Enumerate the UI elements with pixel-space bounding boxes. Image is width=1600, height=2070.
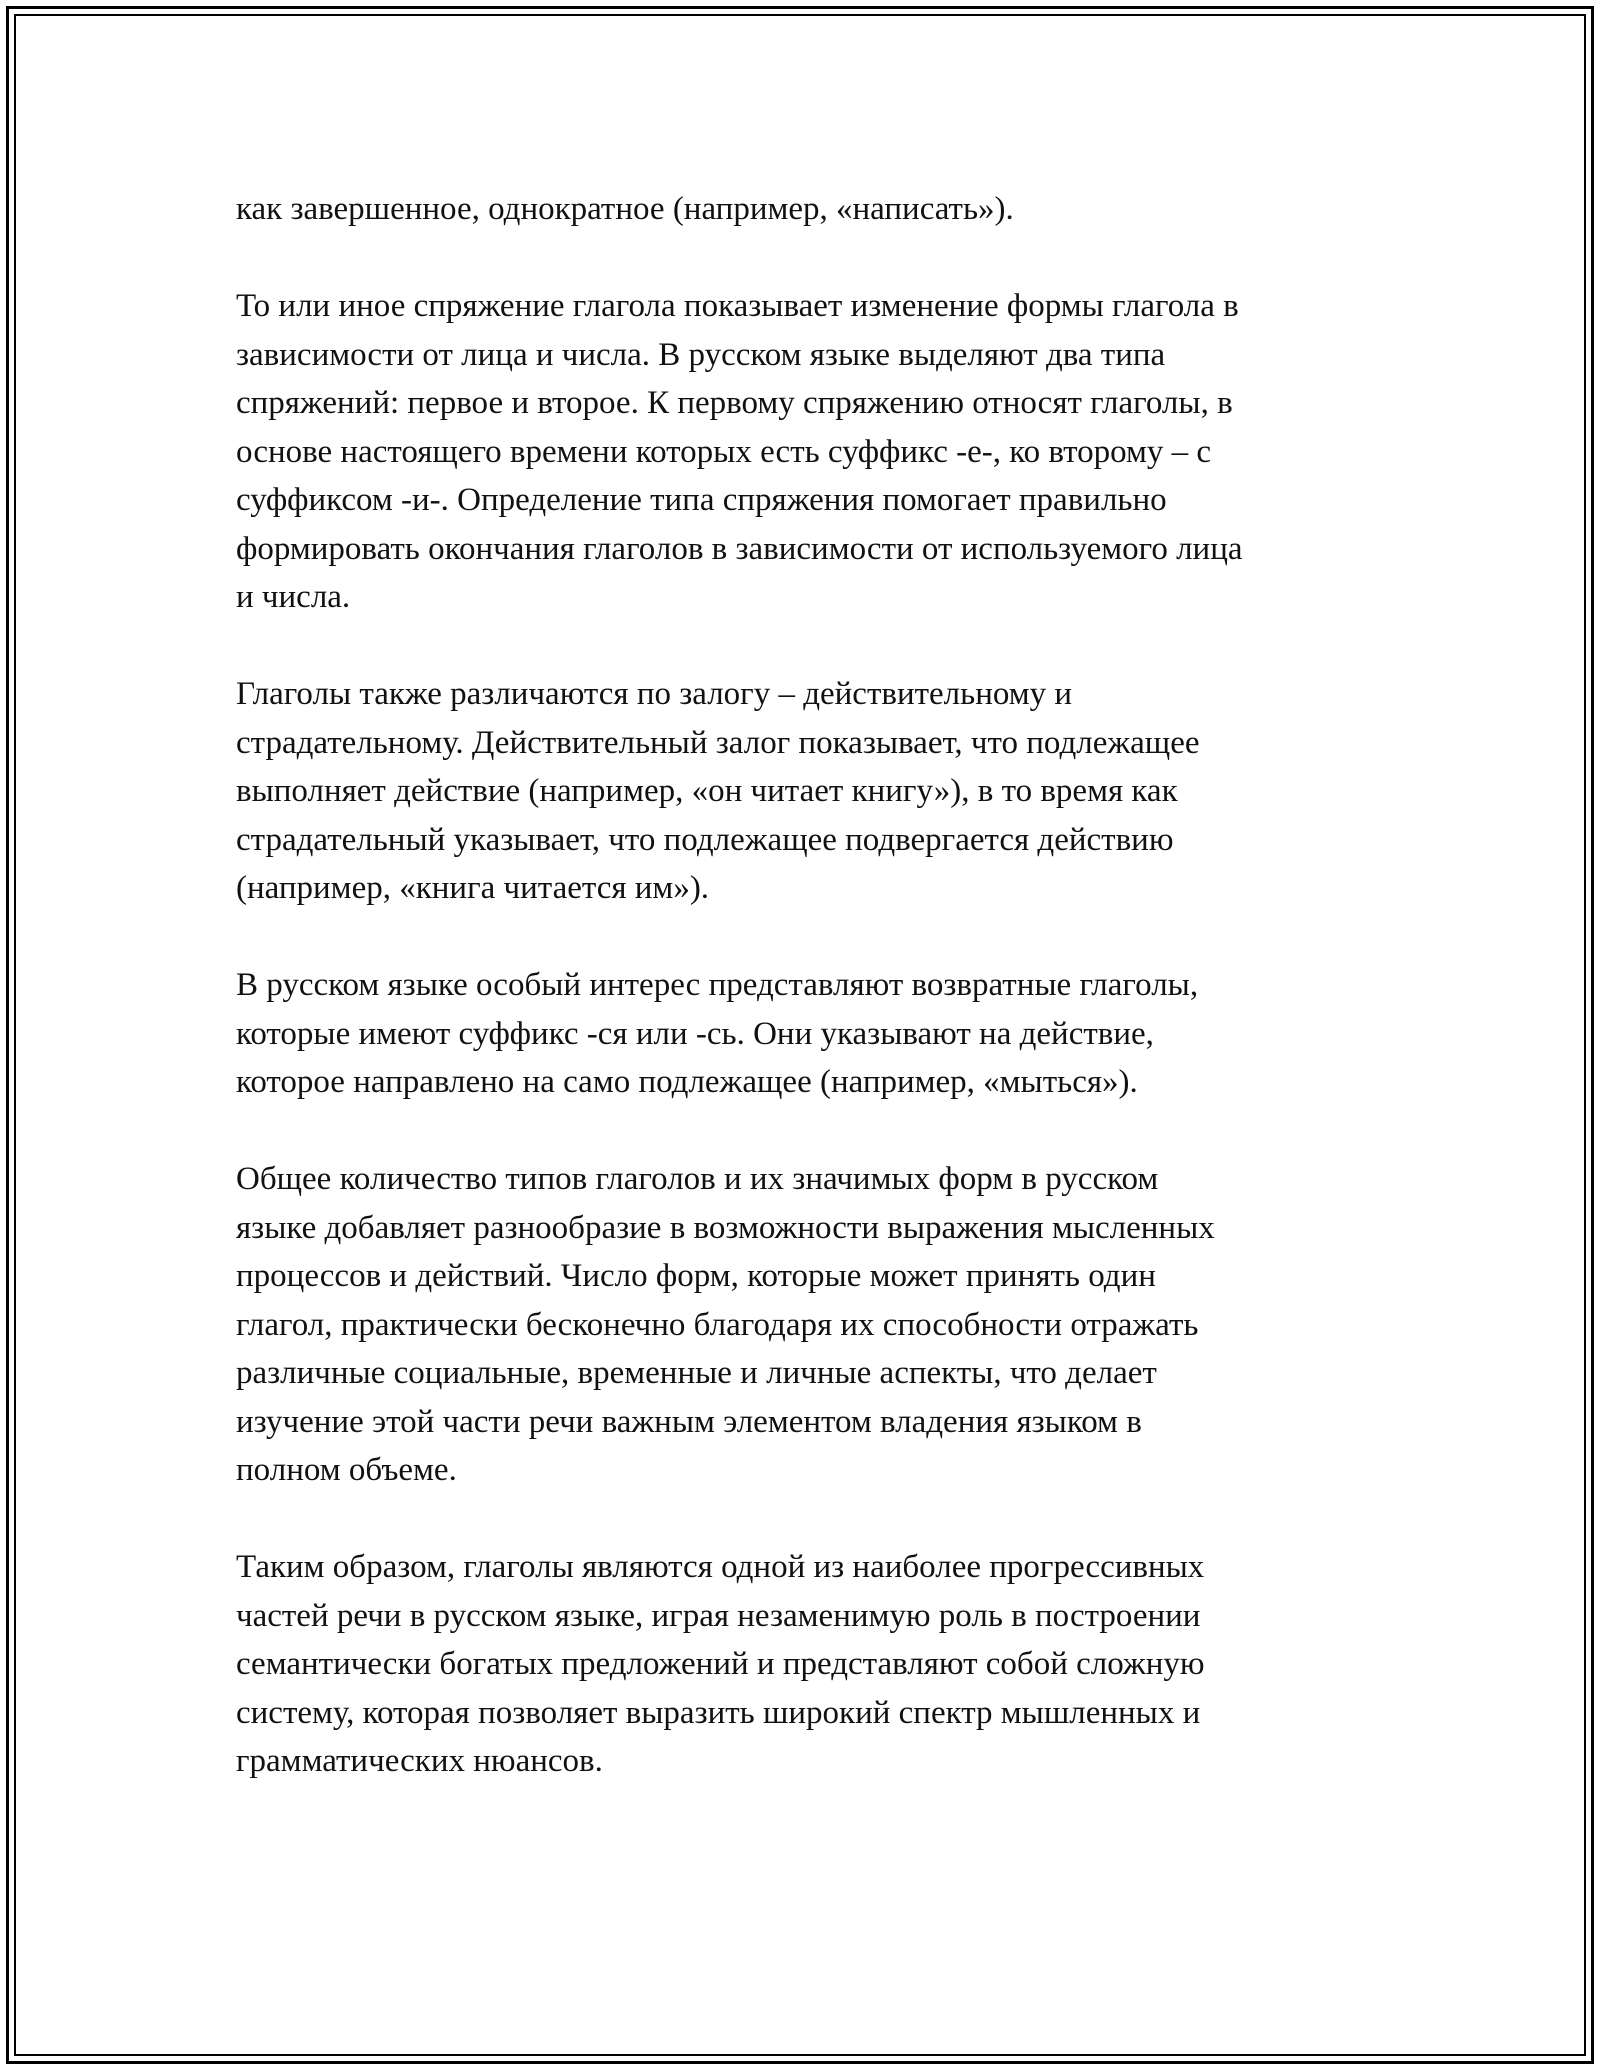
paragraph-conjugation: То или иное спряжение глагола показывает изменение формы глагола в зависимости от лица и числа. В русском языке выделяют два типа спряжений: первое и второе. К первому спряжению относят глаголы, в основе настоящего времени которых есть суффикс -е-, ко второму – с суффиксом -и-. Определение типа спряжения помогает правильно формировать окончания глаголов в зависимости от используемого лица и числа. (236, 288, 1243, 615)
paragraph-verb-forms: Общее количество типов глаголов и их значимых форм в русском языке добавляет разнообразие в возможности выражения мысленных процессов и действий. Число форм, которые может принять один глагол, практически бесконечно благодаря их способности отражать различные социальные, временные и личные аспекты, что делает изучение этой части речи важным элементом владения языком в полном объеме. (236, 1161, 1215, 1488)
paragraph-conclusion: Таким образом, глаголы являются одной из наиболее прогрессивных частей речи в русском языке, играя незаменимую роль в построении семантически богатых предложений и представляют собой сложную систему, которая позволяет выразить широкий спектр мышленных и грамматических нюансов. (236, 1549, 1205, 1779)
paragraph-aspect-end: как завершенное, однократное (например, «написать»). (236, 191, 1014, 227)
document-body (236, 185, 1386, 1786)
paragraph-voice: Глаголы также различаются по залогу – действительному и страдательному. Действительный залог показывает, что подлежащее выполняет действие (например, «он читает книгу»), в то время как страдательный указывает, что подлежащее подвергается действию (например, «книга читается им»). (236, 676, 1200, 906)
paragraph-reflexive-verbs: В русском языке особый интерес представляют возвратные глаголы, которые имеют суффикс -ся или -сь. Они указывают на действие, которое направлено на само подлежащее (например, «мыться»). (236, 967, 1199, 1100)
